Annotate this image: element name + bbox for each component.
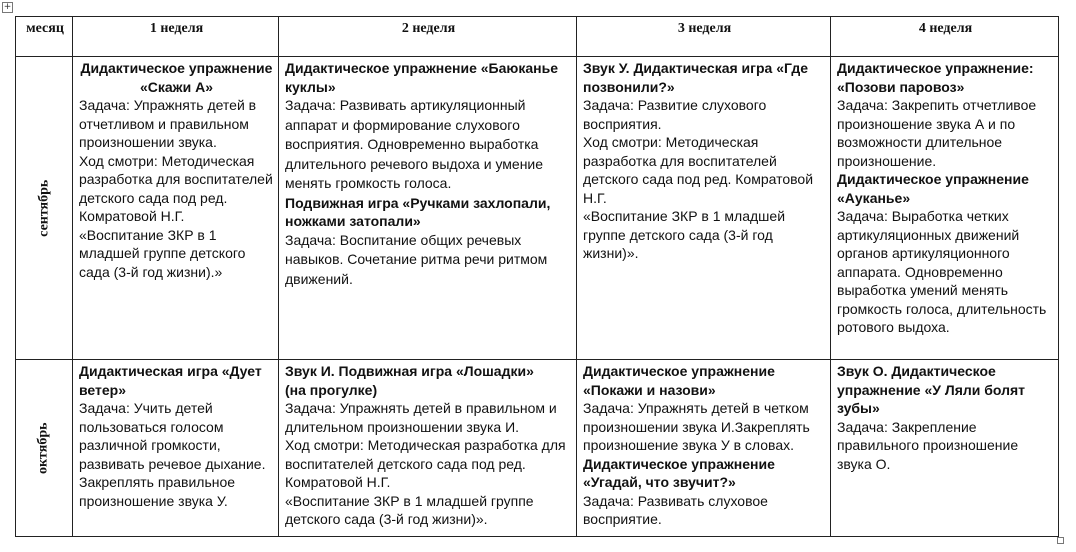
- header-week-4: 4 неделя: [831, 17, 1059, 57]
- activity-title: Звук У. Дидактическая игра «Где позвонили?»: [583, 60, 809, 95]
- activity-title: Дидактическая игра «Дует ветер»: [79, 363, 262, 398]
- week-cell: [279, 57, 577, 360]
- table-resize-handle[interactable]: [1057, 537, 1064, 544]
- week-cell: [831, 57, 1059, 360]
- activity-text: Задача: Учить детей пользоваться голосом различной громкости, развивать речевое дыхание. Закреплять правильное произношение звука У.: [79, 400, 266, 509]
- week-cell: [279, 360, 577, 537]
- header-row: [16, 17, 1059, 57]
- activity-text: Задача: Закрепить отчетливое произношение звука А и по возможности длительное произношение.: [837, 97, 1037, 169]
- speech-plan-table: [15, 16, 1059, 537]
- activity-text: Задача: Воспитание общих речевых навыков. Сочетание ритма речи ритмом движений.: [285, 231, 548, 287]
- month-label: сентябрь: [36, 179, 52, 237]
- activity-title: «Покажи и назови»: [583, 381, 716, 398]
- activity-title: Дидактическое упражнение: [583, 455, 775, 472]
- activity-text: Задача: Развивать артикуляционный аппарат и формирование слухового восприятия. Одновременно выработка длительного речевого выдоха и умение менять громкость голоса.: [285, 97, 544, 191]
- activity-title: Дидактическое упражнение: [80, 60, 273, 76]
- activity-title: Дидактическое упражнение «Ауканье»: [837, 171, 1029, 206]
- header-week-2: 2 неделя: [279, 17, 577, 57]
- activity-text: Задача: Упражнять детей в четком произношении звука И.Закреплять произношение звука У в словах.: [583, 400, 810, 453]
- activity-title: «Угадай, что звучит?»: [583, 474, 736, 490]
- week-cell: [577, 360, 831, 537]
- table-row: [16, 360, 1059, 537]
- activity-text: Задача: Развивать слуховое восприятие.: [583, 492, 768, 527]
- week-cell: [73, 57, 279, 360]
- activity-title: Звук И. Подвижная игра «Лошадки»: [285, 363, 534, 379]
- activity-title: Дидактическое упражнение: «Позови паровоз»: [837, 60, 1034, 95]
- activity-title: Подвижная игра «Ручками захлопали, ножками затопали»: [285, 194, 551, 229]
- activity-text: Задача: Закрепление правильного произношение звука О.: [837, 418, 1019, 472]
- header-month: месяц: [16, 17, 73, 57]
- activity-title: «Скажи А»: [139, 78, 213, 95]
- activity-text: Задача: Упражнять детей в отчетливом и правильном произношении звука. Ход смотри: Методическая разработка для воспитателей детского сада под ред. Комратовой Н.Г. «Воспитание ЗКР в 1 младшей группе детского сада (3-й год жизни).»: [79, 97, 273, 280]
- activity-title: Дидактическое упражнение «Баюканье куклы»: [285, 60, 559, 95]
- header-week-1: 1 неделя: [73, 17, 279, 57]
- week-cell: [831, 360, 1059, 537]
- month-label: октябрь: [35, 422, 51, 474]
- week-cell: [577, 57, 831, 360]
- activity-title: (на прогулке): [285, 381, 378, 398]
- header-week-3: 3 неделя: [577, 17, 831, 57]
- activity-text: Задача: Выработка четких артикуляционных движений органов артикуляционного аппарата. Одновременно выработка умений менять громкость голоса, длительность ротового выдоха.: [837, 208, 1047, 335]
- activity-text: Задача: Упражнять детей в правильном и длительном произношении звука И. Ход смотри: Методическая разработка для воспитателей детского сада под ред. Комратовой Н.Г. «Воспитание ЗКР в 1 младшей группе детского сада (3-й год жизни)».: [285, 400, 566, 527]
- table-move-handle[interactable]: +: [3, 2, 12, 12]
- activity-text: Задача: Развитие слухового восприятия. Ход смотри: Методическая разработка для воспитателей детского сада под ред. Комратовой Н.Г. «Воспитание ЗКР в 1 младшей группе детского сада (3-й год жизни)».: [583, 97, 814, 261]
- month-cell: [16, 57, 73, 360]
- activity-title: Дидактическое упражнение: [583, 363, 775, 379]
- table-row: [16, 57, 1059, 360]
- week-cell: [73, 360, 279, 537]
- activity-title: Звук О. Дидактическое упражнение «У Ляли болят зубы»: [837, 363, 1026, 416]
- month-cell: [16, 360, 73, 537]
